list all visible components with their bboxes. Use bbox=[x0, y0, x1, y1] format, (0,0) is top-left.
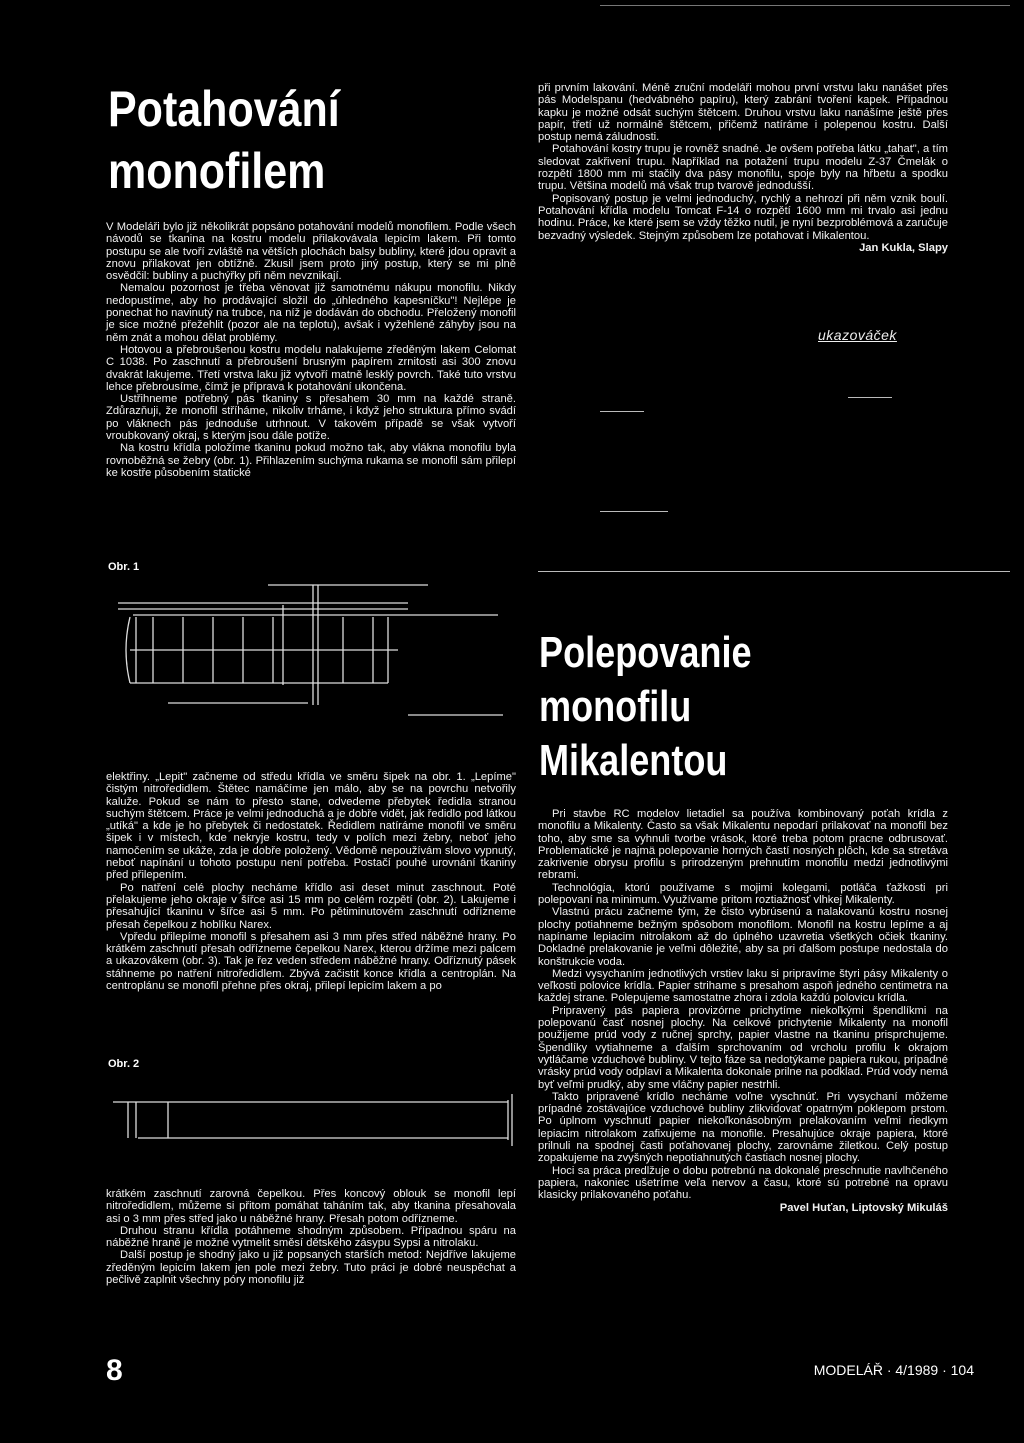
article2-title-line2: monofilu bbox=[539, 682, 692, 731]
article1-column3 bbox=[106, 1188, 516, 1286]
paragraph: Takto pripravené krídlo necháme voľne vyschnúť. Pri vysychaní môžeme prípadné zostávajúce vzduchové bubliny zlikvidovať opatrným poklepom prstom. Po úplnom vyschnutí papier niekoľkonásobným prelakovaním veľmi riedkym lepiacim nitrolakom zafixujeme na monofile. Presahujúce okraje papiera, ktoré prilnuli na spodnej časti poťahovanej plochy, zarovnáme žiletkou. Celý postup zopakujeme na zvyšných nepotiahnutých častiach nosnej plochy. bbox=[538, 1090, 948, 1165]
paragraph: Ustřihneme potřebný pás tkaniny s přesahem 30 mm na každé straně. Zdůrazňuji, že monofil stříháme, nikoliv trháme, i když jeho struktura přímo svádí po vláknech pás jednoduše utrhnout. V takovém případě se však vytvoří vroubkovaný okraj, s kterým jsou dále potíže. bbox=[106, 393, 516, 443]
article1-signature: Jan Kukla, Slapy bbox=[859, 241, 948, 254]
figure1-wing-diagram bbox=[108, 575, 523, 720]
paragraph: Pripravený pás papiera provizórne prichytíme niekoľkými špendlíkmi na polepovanú časť nosnej plochy. Na celkové prichytenie Mikalenty na monofil použijeme prúd vody z ručnej sprchy, papier vlastne na tkaninu prisprchujeme. Špendlíky vytiahneme a ďalším sprchovaním od vrcholu profilu k okrajom vytláčame vzduchové bubliny. V tejto fáze sa nedotýkame papiera rukou, prípadné vrásky prúd vody odplaví a Mikalenta dokonale prilne na podklad. Prúd vody nemá byť veľmi prudký, aby sme vláčny papier nestrhli. bbox=[538, 1004, 948, 1091]
magazine-footer: MODELÁŘ · 4/1989 · 104 bbox=[813, 1362, 974, 1378]
paragraph: Popisovaný postup je velmi jednoduchý, rychlý a nehrozí při něm vznik boulí. Potahování křídla modelu Tomcat F-14 o rozpětí 1600 mm mi trvalo asi jednu hodinu. Práce, ke které jsem se vždy těžko nutil, je nyní bezproblémová a zaručuje bezvadný výsledek. Stejným způsobem lze potahovat i Mikalentou. bbox=[538, 192, 948, 242]
figure1-label: Obr. 1 bbox=[108, 561, 140, 573]
paragraph: elektřiny. „Lepit" začneme od středu křídla ve směru šipek na obr. 1. „Lepíme" čistým nitroředidlem. Štětec namáčíme jen málo, aby se na povrchu netvořily kaluže. Pokud se nám to přesto stane, odvedeme přebytek ředidla stranou suchým štětcem. Práce je velmi jednoduchá a je dobře vidět, jak ředidlo pod látkou „utíká" a kde je ho přebytek či nedostatek. Ředidlem natíráme monofil ve směru šipek i v místech, kde nekryje kostru, tedy v polích mezi žebry, neboť jeho namočením se ukáže, zda je dobře položený. Vědomě nepoužívám slovo vypnutý, neboť napínání u tohoto postupu není potřeba. Postačí pouhé urovnání tkaniny před přilepením. bbox=[106, 771, 516, 882]
paragraph: Na kostru křídla položíme tkaninu pokud možno tak, aby vlákna monofilu byla rovnoběžná se žebry (obr. 1). Přihlazením suchýma rukama se monofil sám přilepí ke kostře působením statické bbox=[106, 442, 516, 479]
paragraph: při prvním lakování. Méně zruční modeláři mohou první vrstvu laku nanášet přes pás Modelspanu (hedvábného papíru), který zabrání tvoření kapek. Případnou kapku je možné odsát suchým štětcem. Druhou vrstvu laku nanášíme ještě přes papír, třetí už normálně štětcem, přičemž natíráme i polepenou kostru. Další postup nemá záludnosti. bbox=[538, 82, 948, 144]
paragraph: Potahování kostry trupu je rovněž snadné. Je ovšem potřeba látku „tahat", a tím sledovat zakřivení trupu. Například na potažení trupu modelu Z-37 Čmelák o rozpětí 1800 mm mi stačily dva pásy monofilu, spoje byly na hřbetu a spodku trupu. Většina modelů má však trup tvarově jednodušší. bbox=[538, 143, 948, 193]
paragraph: Po natření celé plochy necháme křídlo asi deset minut zaschnout. Poté přelakujeme jeho okraje v šířce asi 15 mm po celém rozpětí (obr. 2). Lakujeme i přesahující tkaninu v šířce asi 5 mm. Po pětiminutovém zaschnutí odřízneme přesah čepelkou z hoblíku Narex. bbox=[106, 881, 516, 931]
figure2-section-diagram bbox=[108, 1090, 518, 1150]
top-rule bbox=[600, 5, 1010, 6]
article1-column1 bbox=[106, 221, 516, 479]
paragraph: Další postup je shodný jako u již popsaných starších metod: Nejdříve lakujeme zředěným lepicím lakem jen pole mezi žebry. Tuto práci je dobré neuspěchat a pečlivě zaplnit všechny póry monofilu již bbox=[106, 1249, 516, 1287]
article2-signature: Pavel Huťan, Liptovský Mikuláš bbox=[779, 1201, 948, 1214]
mark-line bbox=[848, 397, 892, 398]
article1-title bbox=[108, 78, 340, 202]
stamp-text: ukazováček bbox=[818, 327, 897, 343]
paragraph: Nemalou pozornost je třeba věnovat již samotnému nákupu monofilu. Nikdy nedopustíme, aby ho prodávající složil do „úhledného kapesníčku"! Nejlépe je ponechat ho navinutý na trubce, na níž je dodáván do obchodu. Přeložený monofil je sice možné přežehlit (pozor ale na teplotu), avšak i vyžehlené záhyby jsou na něm znát a mohou dělat problémy. bbox=[106, 282, 516, 344]
paragraph: Medzi vysychaním jednotlivých vrstiev laku si pripravíme štyri pásy Mikalenty o veľkosti polovice krídla. Papier strihame s presahom aspoň jedného centimetra na každej strane. Polepujeme samostatne zhora i zdola každú polovicu krídla. bbox=[538, 967, 948, 1005]
article1-title-line1: Potahování bbox=[108, 81, 340, 137]
paragraph: Technológia, ktorú používame s mojimi kolegami, potláča ťažkosti pri polepovaní na minimum. Využívame pritom roztiažnosť vlhkej Mikalenty. bbox=[538, 881, 948, 907]
figure2-label: Obr. 2 bbox=[108, 1058, 140, 1070]
separator-line bbox=[538, 571, 1010, 572]
article2-title-line1: Polepovanie bbox=[539, 628, 752, 677]
paragraph: Pri stavbe RC modelov lietadiel sa používa kombinovaný poťah krídla z monofilu a Mikalenty. Často sa však Mikalentu nepodarí prilakovať na monofil bez toho, aby sme sa vyhnuli tvorbe vrások, ktoré treba potom pracne odbrusovať. Problematické je najmä polepovanie horných častí nosných plôch, kde sa stretáva zakrivenie obrysu profilu s prirodzeným prehnutím monofilu medzi jednotlivými rebrami. bbox=[538, 808, 948, 882]
article1-column2 bbox=[106, 771, 516, 992]
paragraph: Vlastnú prácu začneme tým, že čisto vybrúsenú a nalakovanú kostru nosnej plochy potiahneme bežným spôsobom monofilom. Monofil na kostru lepíme a aj napíname lepiacim nitrolakom až do úplného uzavretia všetkých očiek tkaniny. Dokladné prelakovanie je veľmi dôležité, aby sa pri ďalšom postupe nedostala do konštrukcie voda. bbox=[538, 906, 948, 968]
paragraph: Vpředu přilepíme monofil s přesahem asi 3 mm přes střed náběžné hrany. Po krátkém zaschnutí přesah odřízneme čepelkou Narex, kterou držíme mezi palcem a ukazovákem (obr. 3). Tak je řez veden středem náběžné hrany. Odříznutý pásek stáhneme po natření nitroředidlem. Zbývá začistit konce křídla a centroplán. Na centroplánu se monofil přehne přes okraj, přilepí lepicím lakem a po bbox=[106, 930, 516, 993]
paragraph: Hotovou a přebroušenou kostru modelu nalakujeme zředěným lakem Celomat C 1038. Po zaschnutí a přebroušení brusným papírem zrnitosti asi 300 znovu dvakrát lakujeme. Třetí vrstva laku již vytvoří matně lesklý povrch. Také tuto vrstvu lehce přebrousíme, čímž je příprava k potahování ukončena. bbox=[106, 343, 516, 393]
article2-title bbox=[539, 626, 752, 788]
paragraph: Hoci sa práca predlžuje o dobu potrebnú na dokonalé preschnutie navlhčeného papiera, nakoniec ušetríme veľa nervov a času, ktoré sú potrebné na opravu klasicky prilakovaného poťahu. bbox=[538, 1164, 948, 1202]
paragraph: V Modeláři bylo již několikrát popsáno potahování modelů monofilem. Podle všech návodů se tkanina na kostru modelu přilakovávala lepicím lakem. Při tomto postupu se ale tvoří zvláště na větších plochách balsy bubliny, které jdou opravit a znovu přilakovat jen obtížně. Zkusil jsem proto jiný postup, který se mi plně osvědčil: bubliny a puchýřky při něm nevznikají. bbox=[106, 221, 516, 283]
mark-line bbox=[600, 411, 644, 412]
article2-body bbox=[538, 808, 948, 1214]
mark-line bbox=[600, 511, 668, 512]
article1-title-line2: monofilem bbox=[108, 143, 326, 199]
article1-column4 bbox=[538, 82, 948, 254]
article2-title-line3: Mikalentou bbox=[539, 736, 728, 785]
paragraph: krátkém zaschnutí zarovná čepelkou. Přes koncový oblouk se monofil lepí nitroředidlem, můžeme si přitom pomáhat taháním tak, aby tkanina přesahovala asi o 3 mm přes střed jako u náběžné hrany. Přesah potom odřízneme. bbox=[106, 1188, 516, 1225]
page-number: 8 bbox=[106, 1354, 123, 1387]
paragraph: Druhou stranu křídla potáhneme shodným způsobem. Případnou spáru na náběžné hraně je možné vytmelit směsí dětského zásypu Sypsi a nitrolaku. bbox=[106, 1224, 516, 1250]
